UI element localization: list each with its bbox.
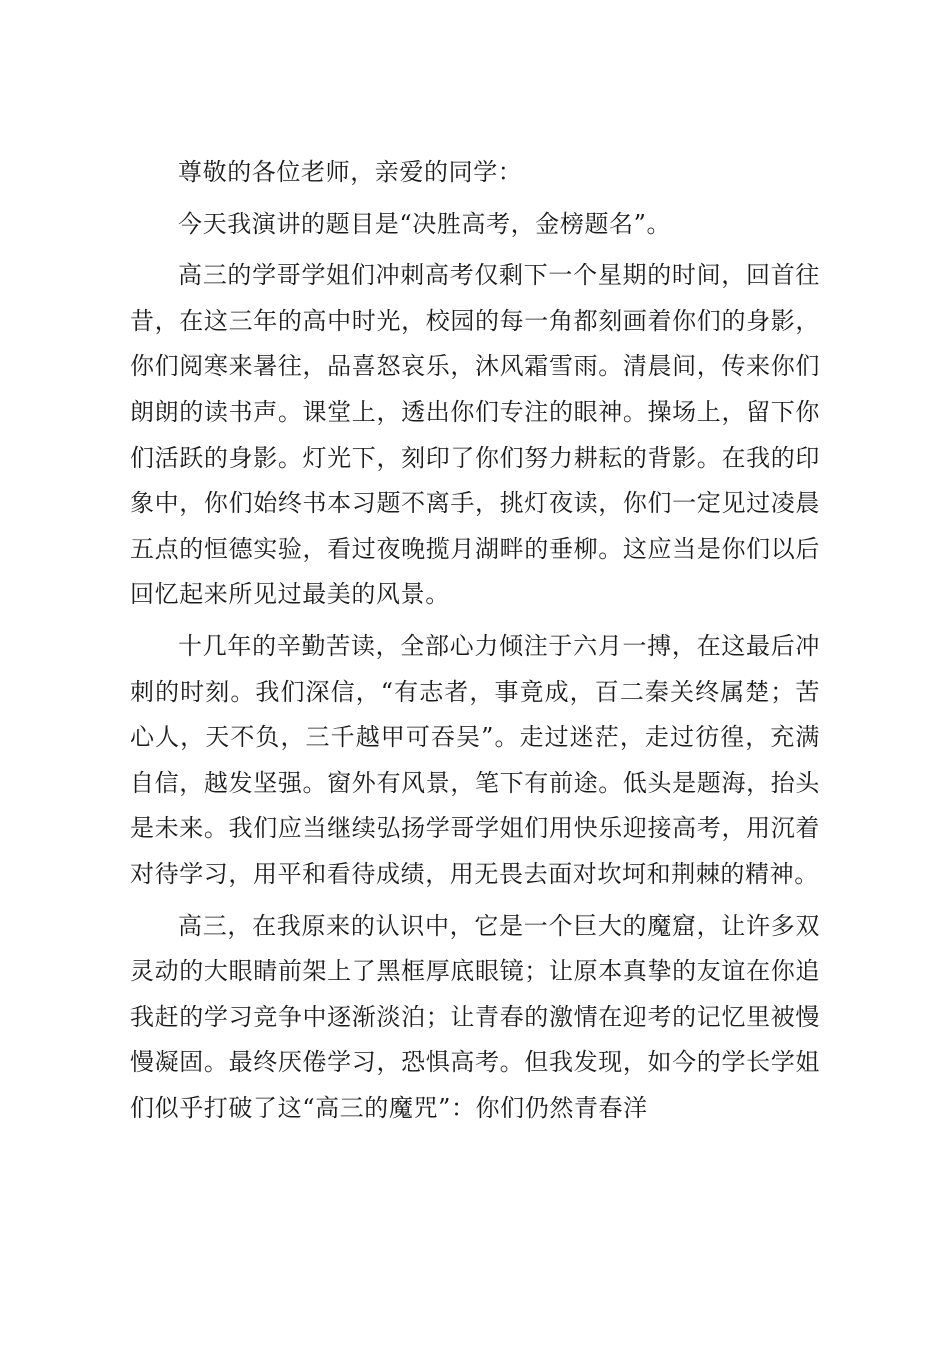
document-body xyxy=(130,150,820,1137)
body-paragraph-2: 十几年的辛勤苦读，全部心力倾注于六月一搏，在这最后冲刺的时刻。我们深信，“有志者，事竟成，百二秦关终属楚；苦心人，天不负，三千越甲可吞吴”。走过迷茫，走过彷徨，充满自信，越发坚强。窗外有风景，笔下有前途。低头是题海，抬头是未来。我们应当继续弘扬学哥学姐们用快乐迎接高考，用沉着对待学习，用平和看待成绩，用无畏去面对坎坷和荆棘的精神。 xyxy=(130,631,820,888)
body-paragraph-3: 高三，在我原来的认识中，它是一个巨大的魔窟，让许多双灵动的大眼睛前架上了黑框厚底眼镜；让原本真挚的友谊在你追我赶的学习竞争中逐渐淡泊；让青春的激情在迎考的记忆里被慢慢凝固。最终厌倦学习，恐惧高考。但我发现，如今的学长学姐们似乎打破了这“高三的魔咒”：你们仍然青春洋 xyxy=(130,911,820,1122)
topic-paragraph: 今天我演讲的题目是“决胜高考，金榜题名”。 xyxy=(178,209,672,238)
body-paragraph-1: 高三的学哥学姐们冲刺高考仅剩下一个星期的时间，回首往昔，在这三年的高中时光，校园的每一角都刻画着你们的身影，你们阅寒来暑往，品喜怒哀乐，沐风霜雪雨。清晨间，传来你们朗朗的读书声。课堂上，透出你们专注的眼神。操场上，留下你们活跃的身影。灯光下，刻印了你们努力耕耘的背影。在我的印象中，你们始终书本习题不离手，挑灯夜读，你们一定见过凌晨五点的恒德实验，看过夜晚揽月湖畔的垂柳。这应当是你们以后回忆起来所见过最美的风景。 xyxy=(130,261,820,609)
salutation-paragraph: 尊敬的各位老师，亲爱的同学： xyxy=(178,158,523,186)
